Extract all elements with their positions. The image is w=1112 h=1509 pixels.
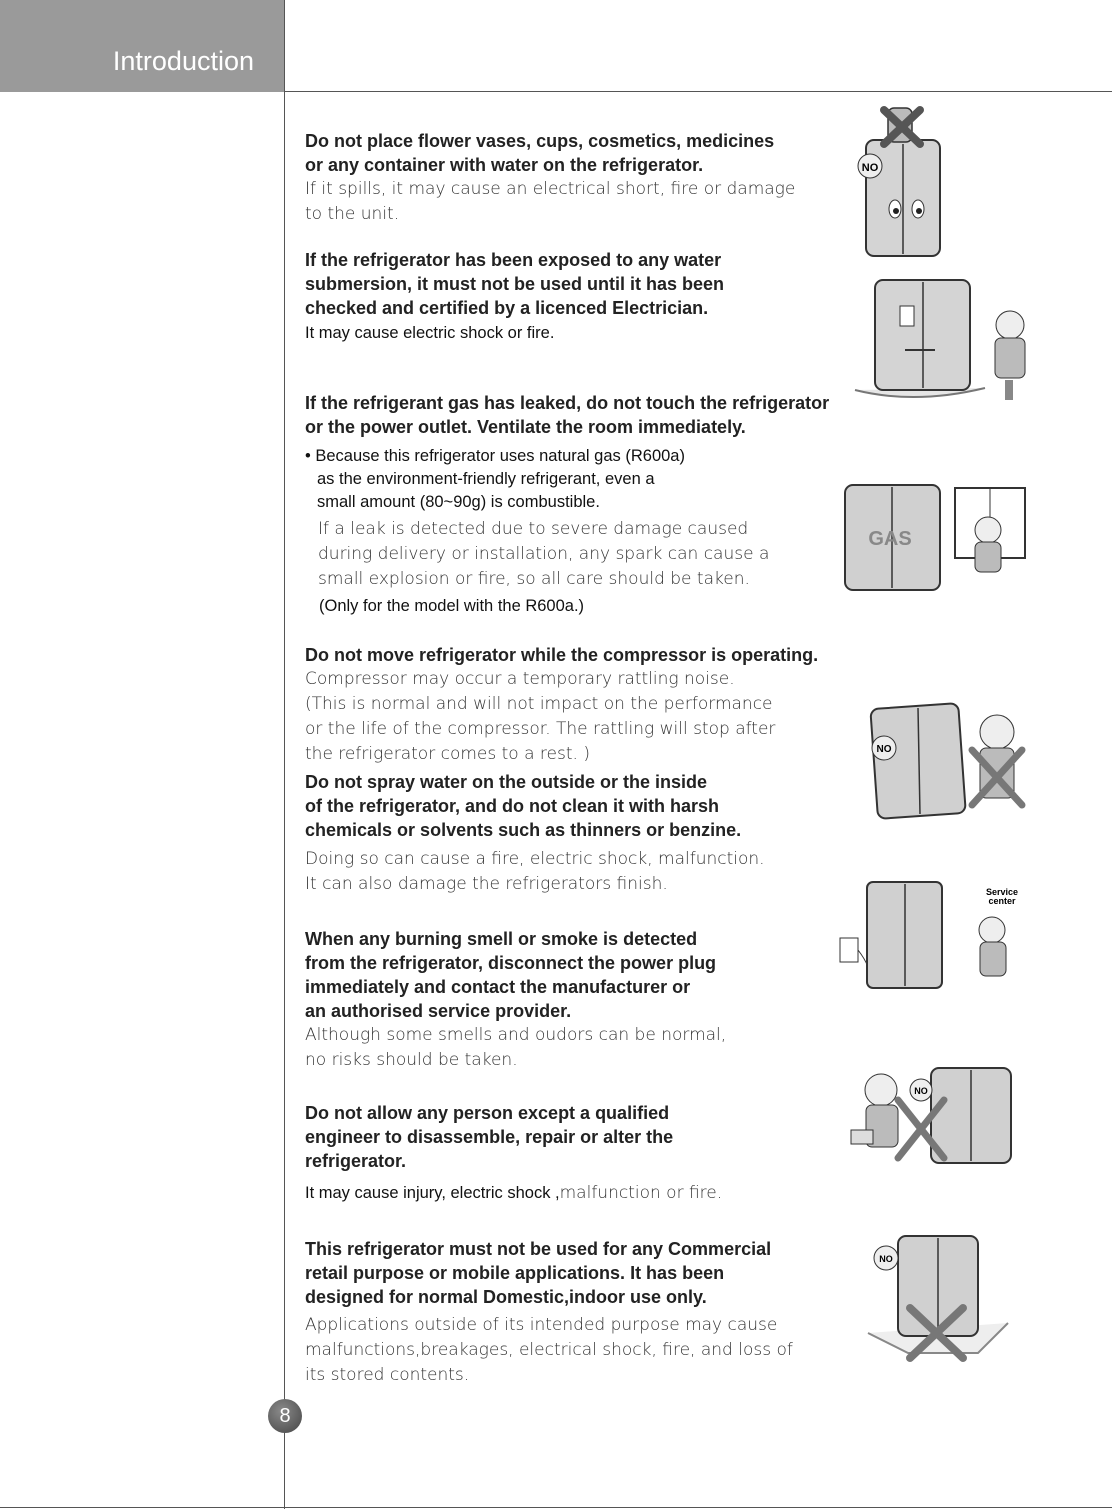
fridge-service-center-illustration [822,878,1032,993]
no-label: NO [914,1086,928,1096]
warning-note: It may cause electric shock or fire. [305,324,555,342]
warning-burning-smell [305,927,726,1073]
warning-gas-leak [305,391,829,618]
no-label: NO [876,744,892,755]
warning-heading: Do not allow any person except a qualified engineer to disassemble, repair or alter the refrigerator. [305,1103,674,1171]
warning-heading: Do not place flower vases, cups, cosmetics, medicines or any container with water on the refrigerator. [305,131,775,175]
gas-label: GAS [868,528,912,550]
margin-divider [284,0,285,1509]
warning-body: Doing so can cause a fire, electric shock, malfunction. It can also damage the refrigerators finish. [305,849,765,894]
service-label-line2: center [988,896,1016,906]
warning-body: Applications outside of its intended purpose may cause malfunctions,breakages, electrical shock, fire, and loss of its stored contents. [305,1315,793,1385]
service-label-line1: Service [985,887,1019,897]
fridge-electrician-illustration [845,270,1045,405]
warning-heading: Do not move refrigerator while the compressor is operating. [305,645,819,665]
page-number: 8 [268,1399,302,1433]
warning-compressor [305,643,818,767]
fridge-commercial-illustration [858,1228,1018,1368]
warning-water-containers [305,129,795,227]
warning-heading: If the refrigerator has been exposed to any water submersion, it must not be used until it has been checked and certified by a licenced Electrician. [305,250,725,318]
warning-note: It may cause injury, electric shock ,malfunction or fire. [305,1183,723,1203]
section-title: Introduction [112,46,254,76]
warning-heading: This refrigerator must not be used for any Commercial retail purpose or mobile applications. It has been designed for normal Domestic,indoor use only. [305,1239,772,1307]
fridge-disassembly-illustration [836,1060,1031,1170]
warning-spray-water [305,770,765,897]
warning-disassembly [305,1101,722,1206]
warning-water-submersion [305,248,724,345]
warning-body: Compressor may occur a temporary rattling noise. (This is normal and will not impact on the performance or the life of the compressor. The rattling will stop after the refrigerator comes to a rest. ) [305,669,776,764]
warning-body: Although some smells and oudors can be normal, no risks should be taken. [305,1025,727,1070]
warning-commercial-use [305,1237,793,1388]
header-divider [284,91,1112,92]
warning-heading: When any burning smell or smoke is detected from the refrigerator, disconnect the power plug immediately and contact the manufacturer or an authorised service provider. [305,929,717,1021]
warning-heading: If the refrigerant gas has leaked, do not touch the refrigerator or the power outlet. Ventilate the room immediately. [305,393,830,437]
warning-body: If a leak is detected due to severe damage caused during delivery or installation, any spark can cause a small explosion or fire, so all care should be taken. [318,519,770,589]
warning-heading: Do not spray water on the outside or the inside of the refrigerator, and do not clean it with harsh chemicals or solvents such as thinners or benzine. [305,772,742,840]
fridge-vase-illustration [840,104,970,259]
section-tab [0,0,284,92]
footer-divider [0,1507,1112,1508]
fridge-gas-leak-illustration [830,480,1040,600]
model-note: (Only for the model with the R600a.) [319,597,585,615]
no-label: NO [861,162,879,174]
warning-bullet: • Because this refrigerator uses natural gas (R600a) as the environment-friendly refrigerant, even a small amount (80~90g) is combustible. [305,447,685,511]
warning-body: If it spills, it may cause an electrical short, fire or damage to the unit. [305,179,796,224]
fridge-compressor-illustration [862,690,1042,830]
no-label: NO [879,1254,893,1264]
